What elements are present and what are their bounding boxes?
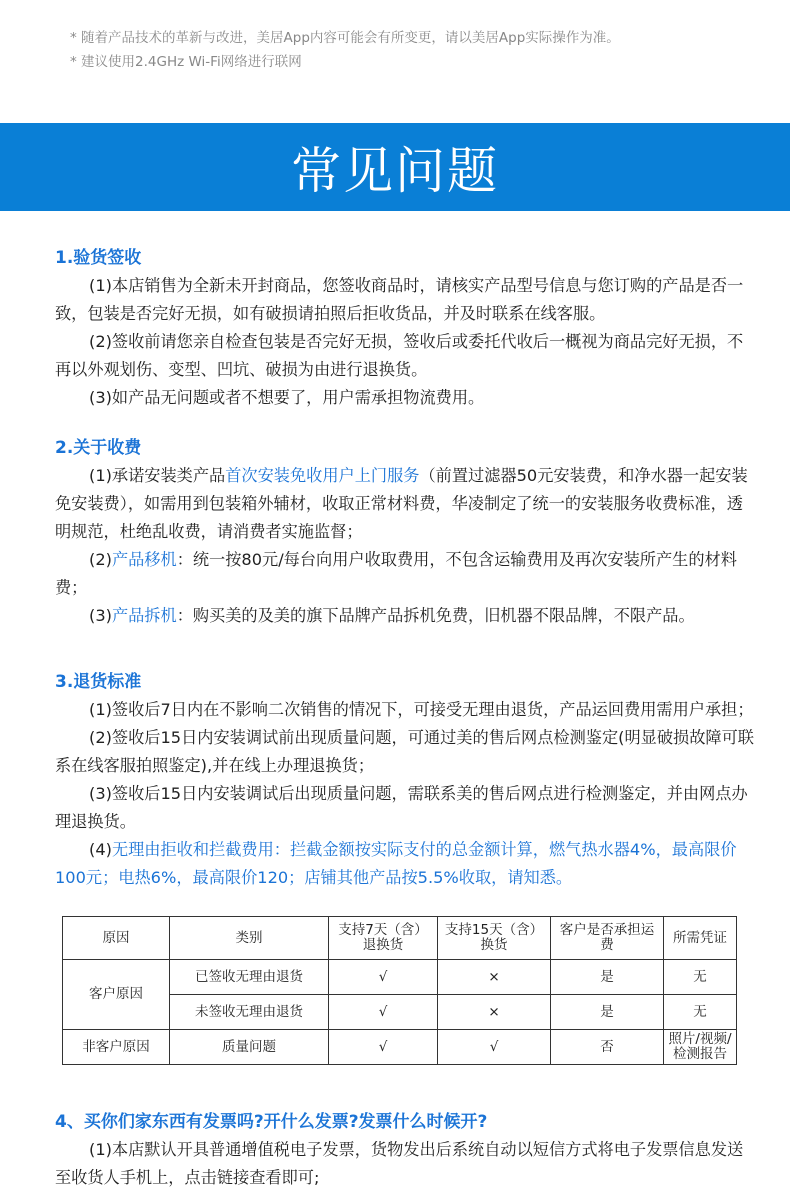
table-header: 支持7天（含）退换货 [329, 917, 438, 960]
notice-block [70, 26, 620, 74]
table-row [63, 1030, 737, 1065]
table-header: 支持15天（含）换货 [438, 917, 551, 960]
paragraph: (3)签收后15日内安装调试后出现质量问题，需联系美的售后网点进行检测鉴定，并由网点办理退换货。 [55, 784, 748, 831]
table-cell: 无 [664, 960, 737, 995]
table-cell: √ [329, 960, 438, 995]
section-inspection [55, 244, 755, 412]
section-invoice [55, 1108, 755, 1192]
paragraph-text: (2) [89, 550, 112, 569]
table-cell: 质量问题 [170, 1030, 329, 1065]
table-cell: 否 [551, 1030, 664, 1065]
section-title: 1.验货签收 [55, 248, 142, 268]
paragraph-text: （前置过滤器50元安装费，和净水器一起安装免安装费），如需用到包装箱外辅材，收取正常材料费，华凌制定了统一的安装服务收费标准，透明规范，杜绝乱收费，请消费者实施监督； [55, 466, 748, 541]
table-cell: 是 [551, 995, 664, 1030]
notice-line: * 随着产品技术的革新与改进，美居App内容可能会有所变更，请以美居App实际操作为准。 [70, 30, 620, 46]
section-fees [55, 434, 755, 630]
paragraph: (1)签收后7日内在不影响二次销售的情况下，可接受无理由退货，产品运回费用需用户承担； [89, 700, 754, 719]
section-title: 3.退货标准 [55, 672, 142, 692]
paragraph [55, 602, 755, 630]
return-policy-table [62, 916, 737, 1065]
paragraph: (2)签收前请您亲自检查包装是否完好无损，签收后或委托代收后一概视为商品完好无损，不再以外观划伤、变型、凹坑、破损为由进行退换货。 [55, 332, 744, 379]
highlight-text: 无理由拒收和拦截费用：拦截金额按实际支付的总金额计算，燃气热水器4%，最高限价100元；电热6%，最高限价120；店铺其他产品按5.5%收取，请知悉。 [55, 840, 737, 887]
paragraph: (2)签收后15日内安装调试前出现质量问题，可通过美的售后网点检测鉴定(明显破损故障可联系在线客服拍照鉴定),并在线上办理退换货； [55, 728, 754, 775]
table-cell-group: 非客户原因 [63, 1030, 170, 1065]
section-returns [55, 668, 755, 892]
paragraph [55, 462, 755, 546]
table-header: 客户是否承担运费 [551, 917, 664, 960]
table-cell: √ [329, 1030, 438, 1065]
table-cell: × [438, 995, 551, 1030]
highlight-text: 产品移机 [111, 550, 177, 569]
table-cell: 是 [551, 960, 664, 995]
paragraph-text: ：统一按80元/每台向用户收取费用，不包含运输费用及再次安装所产生的材料费； [55, 550, 737, 597]
table-header: 类别 [170, 917, 329, 960]
table-header: 所需凭证 [664, 917, 737, 960]
paragraph [55, 546, 755, 602]
paragraph: (1)本店销售为全新未开封商品，您签收商品时，请核实产品型号信息与您订购的产品是否一致，包装是否完好无损，如有破损请拍照后拒收货品，并及时联系在线客服。 [55, 276, 744, 323]
paragraph-text: ：购买美的及美的旗下品牌产品拆机免费，旧机器不限品牌，不限产品。 [176, 606, 695, 625]
faq-content [55, 244, 755, 892]
highlight-text: 首次安装免收用户上门服务 [225, 466, 420, 485]
table-cell-group: 客户原因 [63, 960, 170, 1030]
banner-title: 常见问题 [291, 142, 499, 200]
highlight-text: 产品拆机 [111, 606, 177, 625]
paragraph-text: (1)承诺安装类产品 [89, 466, 226, 485]
paragraph-text: (4) [89, 840, 112, 859]
table-cell: × [438, 960, 551, 995]
table-header-row [63, 917, 737, 960]
table-cell: 无 [664, 995, 737, 1030]
paragraph: (1)本店默认开具普通增值税电子发票，货物发出后系统自动以短信方式将电子发票信息发送至收货人手机上，点击链接查看即可; [55, 1140, 744, 1187]
table-cell: 照片/视频/检测报告 [664, 1030, 737, 1065]
table-cell: √ [438, 1030, 551, 1065]
faq-banner [0, 123, 790, 211]
table-row [63, 960, 737, 995]
paragraph: (3)如产品无问题或者不想要了，用户需承担物流费用。 [89, 388, 485, 407]
paragraph-text: (3) [89, 606, 112, 625]
paragraph [55, 836, 755, 892]
table-cell: 未签收无理由退货 [170, 995, 329, 1030]
table-cell: 已签收无理由退货 [170, 960, 329, 995]
notice-line: * 建议使用2.4GHz Wi-Fi网络进行联网 [70, 54, 302, 70]
table-header: 原因 [63, 917, 170, 960]
section-title: 4、买你们家东西有发票吗?开什么发票?发票什么时候开? [55, 1112, 488, 1132]
section-title: 2.关于收费 [55, 438, 142, 458]
table-cell: √ [329, 995, 438, 1030]
